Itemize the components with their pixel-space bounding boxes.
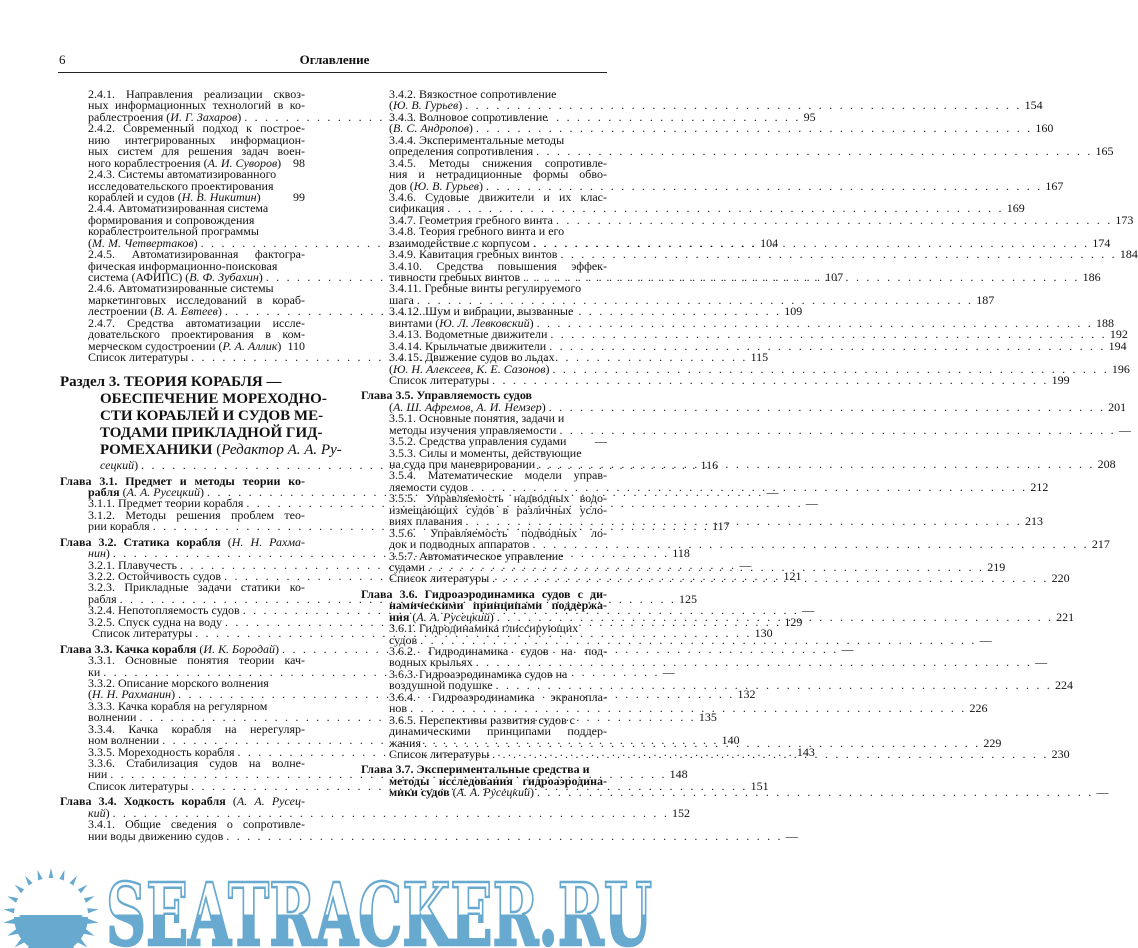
page-ref: 213: [1024, 514, 1043, 529]
entry-text: судов: [389, 632, 418, 647]
dot-leader: [497, 612, 1053, 623]
entry-text: формирования и сопровождения: [88, 212, 255, 227]
section-heading-line: [60, 390, 327, 408]
section-heading-line: [60, 374, 305, 391]
dot-leader: [536, 146, 1092, 157]
page-number: 6: [59, 52, 66, 67]
author-name: Ю. В. Гурьев: [393, 98, 459, 113]
author-name: В. С. Андропов: [393, 121, 469, 136]
entry-text: нов: [389, 701, 408, 716]
author-name: А. Ш. Афремов, А. И. Немзер: [393, 399, 542, 414]
entry-text-segment: ): [200, 484, 205, 499]
page-ref: 148: [669, 767, 688, 782]
entry-text: 3.4.8. Теория гребного винта и его: [389, 224, 565, 239]
page-ref: —: [1035, 655, 1048, 670]
dot-leader: [549, 341, 1105, 352]
page-ref: 230: [1051, 746, 1070, 761]
page-ref: 169: [1006, 201, 1025, 216]
entry-text: 3.4.3. Волновое сопротивление: [389, 109, 548, 124]
entry-text: 3.4.10. Средства повышения эффек-: [389, 258, 607, 273]
entry-text: 2.4.4. Автоматизированная система: [88, 201, 269, 216]
entry-text: динамическими принципами поддер-: [389, 724, 607, 739]
entry-text: 3.4.13. Водометные движители: [389, 327, 548, 342]
entry-text-segment: раблестроения (: [88, 109, 171, 124]
author-name: сецкий: [100, 457, 135, 472]
section-heading-line: [60, 407, 324, 425]
page-ref: 130: [754, 626, 773, 641]
page-ref: 186: [1082, 270, 1101, 284]
entry-text-segment: (: [88, 687, 92, 702]
page-ref: 224: [1054, 678, 1073, 693]
author-name: кий: [88, 805, 106, 820]
entry-text: 3.5.1. Основные понятия, задачи и: [389, 411, 565, 426]
entry-text-segment: ): [105, 805, 110, 820]
author-name: А. А. Русецкий: [416, 609, 490, 624]
page-ref: 98: [293, 155, 305, 170]
entry-text: Список литературы: [88, 778, 189, 793]
entry-text: ном волнении: [88, 733, 160, 748]
running-header-title: Оглавление: [299, 52, 370, 67]
author-name: А. И. Суворов: [207, 155, 278, 170]
entry-text-segment: ТОДАМИ ПРИКЛАДНОЙ ГИД-: [100, 424, 323, 441]
entry-text: Список литературы: [389, 746, 490, 761]
author-name: Р. А. Аллик: [222, 338, 278, 353]
page-ref: 109: [784, 304, 803, 319]
entry-text: 3.3.6. Стабилизация судов на волне-: [88, 756, 305, 770]
entry-text: 3.2.4. Непотопляемость судов: [88, 603, 240, 618]
entry-text: рии корабля: [88, 519, 150, 534]
page-ref: 174: [1092, 235, 1111, 250]
entry-text-segment: Глава 3.2. Статика корабля: [60, 534, 221, 549]
entry-text: воздушной подушке: [389, 678, 493, 693]
dot-leader: [523, 272, 1079, 283]
page-ref: 188: [1095, 315, 1114, 330]
page-ref: —: [785, 828, 798, 843]
entry-text: 3.2.1. Плавучесть: [88, 557, 177, 572]
entry-text: 3.5.3. Силы и моменты, действующие: [389, 445, 582, 460]
entry-text: жания: [389, 735, 421, 750]
entry-text: исследовательского проектирования: [88, 178, 274, 193]
page-ref: 173: [1115, 212, 1134, 227]
entry-text: 3.3.1. Основные понятия теории кач-: [88, 653, 305, 668]
entry-text-segment: Глава 3.6. Гидроаэродинамика судов с ди-: [361, 586, 607, 601]
dot-leader: [556, 215, 1112, 226]
page-ref: —: [739, 557, 752, 572]
entry-text: 3.4.15. Движение судов во льдах: [389, 350, 555, 365]
entry-text: виях плавания: [389, 514, 463, 529]
entry-text: ния и нетрадиционные формы обво-: [389, 167, 607, 182]
entry-text: водных крыльях: [389, 655, 473, 670]
entry-text: 3.4.2. Вязкостное сопротивление: [389, 87, 557, 101]
page-ref: 167: [1045, 178, 1064, 193]
section-heading-line: [60, 424, 323, 442]
dot-leader: [492, 569, 1048, 584]
entry-text: ляемости судов: [389, 479, 468, 494]
page-ref: 220: [1051, 571, 1070, 586]
entry-text: волнении: [88, 710, 137, 725]
entry-text-segment: (: [88, 235, 92, 250]
page-ref: —: [595, 434, 607, 449]
entry-text-segment: ): [541, 399, 546, 414]
entry-text: Список литературы: [92, 626, 193, 641]
entry-text: 3.5.6. Управляемость подводных ло-: [389, 525, 607, 540]
entry-text-segment: (: [389, 121, 393, 136]
entry-text-segment: ного кораблестроения (: [88, 155, 208, 170]
entry-text: [100, 408, 323, 425]
page-ref: 104: [760, 235, 779, 250]
entry-text-segment: Раздел 3. ТЕОРИЯ КОРАБЛЯ —: [60, 373, 282, 390]
entry-text-segment: (: [225, 794, 237, 809]
entry-text: 3.6.5. Перспективы развития судов с: [389, 712, 575, 727]
entry-text-segment: ): [237, 109, 242, 124]
entry-text: кораблестроительной программы: [88, 224, 259, 239]
entry-text-segment: Глава 3.3. Качка корабля: [60, 641, 197, 656]
entry-text: сификация: [389, 201, 445, 216]
entry-text: 3.4.11. Гребные винты регулируемого: [389, 281, 582, 296]
entry-text: фическая информационно-поисковая: [88, 258, 278, 273]
page-ref: 196: [1111, 361, 1130, 376]
page-ref: 143: [796, 744, 815, 759]
page-ref: —: [979, 632, 992, 647]
author-name: В. Ф. Зубахин: [189, 270, 259, 284]
author-name: Н. Н. Рахманин: [92, 687, 172, 702]
author-name: Н. В. Никитин: [181, 189, 257, 204]
page-ref: 208: [1097, 457, 1116, 471]
entry-text: [100, 442, 342, 459]
entry-text-segment: (: [196, 641, 204, 656]
entry-text: 3.1.1. Предмет теории корабля: [88, 496, 244, 511]
page-ref: 118: [672, 546, 690, 561]
page-ref: 129: [784, 614, 803, 629]
entry-text: 2.4.5. Автоматизированная фактогра-: [88, 247, 305, 262]
entry-text: 3.3.5. Мореходность корабля: [88, 744, 235, 759]
entry-text-segment: рабля: [88, 484, 120, 499]
entry-text-segment: ния: [389, 609, 410, 624]
entry-text: 3.2.2. Остойчивость судов: [88, 569, 222, 583]
page-ref: 135: [698, 710, 717, 725]
entry-text: 3.5.4. Математические модели управ-: [389, 468, 607, 483]
entry-text: маркетинговых исследований в кораб-: [88, 292, 305, 307]
entry-text-segment: методы исследования гидроаэродина-: [389, 773, 607, 788]
page-ref: 201: [1108, 399, 1127, 414]
entry-text: 3.5.7. Автоматическое управление: [389, 548, 564, 563]
page-ref: 140: [721, 733, 740, 748]
entry-text: Список литературы: [88, 350, 189, 365]
entry-text: измещающих судов в различных усло-: [389, 502, 607, 517]
page-ref: 125: [679, 591, 698, 606]
entry-text-segment: ): [275, 641, 280, 656]
entry-text: [100, 391, 327, 408]
entry-text-segment: кораблей и судов (: [88, 189, 182, 204]
entry-text: [100, 425, 322, 442]
entry-text: 3.5.2. Средства управления судами: [389, 434, 567, 449]
entry-text: [389, 787, 534, 798]
page-ref: 132: [737, 687, 756, 702]
entry-text: ных информационных технологий в ко-: [88, 98, 305, 113]
entry-text-segment: СТИ КОРАБЛЕЙ И СУДОВ МЕ-: [100, 407, 324, 424]
dot-leader: [537, 787, 1093, 798]
entry-text-segment: мики судов: [389, 785, 450, 800]
page-ref: 160: [1035, 121, 1054, 136]
dot-leader: [560, 249, 1116, 260]
entry-text: 3.4.12. Шум и вибрации, вызванные: [389, 304, 574, 319]
entry-text: методы изучения управляемости: [389, 422, 557, 437]
entry-text: 3.3.4. Качка корабля на нерегуляр-: [88, 721, 305, 736]
author-name: А. А. Русецкий: [456, 785, 531, 800]
author-name: В. А. Евтеев: [154, 304, 218, 319]
entry-text-segment: Глава 3.4. Ходкость корабля: [60, 794, 226, 809]
entry-text: 3.4.4. Экспериментальные методы: [389, 132, 565, 147]
entry-text: 3.4.14. Крыльчатые движители: [389, 338, 547, 353]
entry-text-segment: ): [545, 361, 550, 376]
page-ref: 107: [825, 270, 844, 284]
entry-text-segment: ): [256, 189, 261, 204]
page-ref: 192: [1109, 327, 1128, 342]
dot-leader: [492, 375, 1048, 386]
entry-text: тивности гребных винтов: [389, 270, 521, 284]
entry-text-segment: ): [217, 304, 222, 319]
page-ref: 121: [783, 569, 802, 583]
entry-text: 2.4.1. Направления реализации сквоз-: [88, 87, 305, 101]
author-name: Редактор А. А. Ру-: [221, 441, 342, 458]
sun-icon: [4, 868, 99, 948]
entry-text-segment: Глава 3.7. Экспериментальные средства и: [361, 762, 590, 777]
dot-leader: [538, 459, 1094, 470]
entry-text: Список литературы: [389, 571, 490, 586]
dot-leader: [549, 402, 1105, 413]
page-ref: 199: [1051, 372, 1070, 387]
dot-leader: [559, 425, 1115, 436]
entry-text: взаимодействие с корпусом: [389, 235, 530, 250]
entry-text: нии: [88, 767, 108, 782]
entry-text-segment: ): [529, 315, 534, 330]
author-name: А. А. Русецкий: [126, 484, 201, 499]
entry-text: 3.6.1. Гидродинамика глиссирующих: [389, 621, 579, 636]
entry-text-segment: (: [212, 441, 222, 458]
page-ref: 115: [750, 350, 769, 365]
entry-text-segment: (: [220, 534, 232, 549]
entry-text: 2.4.2. Современный подход к построе-: [88, 121, 305, 136]
author-name: М. М. Четвертаков: [92, 235, 194, 250]
entry-text-segment: ОБЕСПЕЧЕНИЕ МОРЕХОДНО-: [100, 390, 327, 407]
author-name: И. К. Бородай: [203, 641, 276, 656]
entry-text: 3.4.6. Судовые движители и их клас-: [389, 189, 607, 204]
entry-text-segment: РОМЕХАНИКИ: [100, 441, 213, 458]
entry-text: 3.5.5. Управляемость надводных водо-: [389, 491, 607, 506]
page-ref: 154: [1024, 98, 1043, 113]
entry-text-segment: ): [478, 178, 483, 193]
page-ref: 152: [672, 805, 691, 820]
page-ref: 151: [750, 778, 769, 793]
author-name: И. Г. Захаров: [170, 109, 238, 124]
page-ref: —: [662, 664, 675, 679]
entry-text: 3.1.2. Методы решения проблем тео-: [88, 507, 305, 522]
entry-text-segment: ): [468, 121, 473, 136]
entry-text-segment: ): [489, 609, 494, 624]
entry-text-segment: ): [105, 546, 110, 561]
page-ref: 212: [1030, 479, 1049, 494]
entry-text: Список литературы: [389, 372, 490, 387]
entry-text-segment: (: [389, 399, 393, 414]
entry-text-segment: ): [458, 98, 463, 113]
entry-text: [60, 374, 281, 391]
page-ref: —: [841, 641, 854, 656]
author-name: нин: [88, 546, 106, 561]
toc-entry-line: [60, 828, 798, 843]
toc-entry-line: [361, 372, 1070, 387]
page-ref: 187: [976, 292, 995, 307]
entry-text: судами: [389, 559, 425, 574]
entry-text: шага: [389, 292, 414, 307]
dot-leader: [492, 744, 1048, 760]
entry-text: ки: [88, 664, 101, 679]
page-ref: 165: [1095, 144, 1114, 159]
author-name: Н. Н. Рахма-: [231, 534, 305, 549]
entry-text: определения сопротивления: [389, 144, 534, 159]
entry-text: нии воды движению судов: [88, 828, 224, 843]
page-ref: 219: [987, 559, 1006, 574]
entry-text-segment: (: [409, 609, 417, 624]
entry-text: 3.2.5. Спуск судна на воду: [88, 614, 222, 629]
entry-text: 3.6.3. Гидроаэродинамика судов на: [389, 666, 568, 681]
section-heading-line: [60, 441, 342, 459]
author-name: А. А. Русец-: [236, 794, 305, 809]
entry-text-segment: ): [258, 270, 263, 284]
entry-text-segment: лестроении (: [88, 304, 155, 319]
dot-leader: [226, 831, 782, 842]
page-ref: 217: [1091, 537, 1110, 552]
entry-text: док и подводных аппаратов: [389, 537, 530, 552]
entry-text-segment: ): [193, 235, 198, 250]
author-name: Ю. Н. Алексеев, К. Е. Сазонов: [393, 361, 546, 376]
entry-text-segment: Глава 3.5. Управляемость судов: [361, 388, 533, 403]
entry-text: на суда при маневрировании: [389, 457, 536, 471]
entry-text-segment: ): [530, 785, 535, 800]
page-ref: 110: [287, 338, 305, 353]
entry-text-segment: дов (: [389, 178, 414, 193]
author-name: Ю. В. Гурьев: [413, 178, 479, 193]
entry-text-segment: ): [277, 338, 282, 353]
page-ref: —: [1118, 422, 1131, 437]
page-ref: 221: [1056, 609, 1075, 624]
entry-text-segment: (: [389, 361, 393, 376]
page-ref: —: [1096, 785, 1109, 800]
page-ref: 184: [1119, 247, 1138, 262]
entry-text-segment: ): [171, 687, 176, 702]
entry-text: 3.6.4. Гидроаэродинамика экранопла-: [389, 689, 607, 704]
entry-text: 3.4.9. Кавитация гребных винтов: [389, 247, 558, 262]
watermark-text: SEATRACKER.RU: [106, 865, 652, 948]
entry-text: 2.4.7. Средства автоматизации иссле-: [88, 315, 305, 330]
entry-text-segment: ): [277, 155, 282, 170]
entry-text: довательского проектирования в ком-: [88, 327, 305, 342]
page-ref: 99: [293, 189, 305, 204]
page-ref: 226: [969, 701, 988, 716]
dot-leader: [465, 100, 1021, 111]
entry-text: 3.4.7. Геометрия гребного винта: [389, 212, 553, 227]
entry-text: 2.4.3. Системы автоматизированного: [88, 167, 277, 182]
entry-text-segment: мерческом судостроении (: [88, 338, 223, 353]
page-ref: —: [805, 496, 818, 511]
entry-text: нию интегрированных информацион-: [88, 132, 305, 147]
page-ref: 116: [700, 457, 719, 472]
entry-text-segment: намическими принципами поддержа-: [389, 598, 607, 613]
entry-text: рабля: [88, 591, 117, 606]
page-ref: 95: [803, 109, 816, 124]
entry-text-segment: (: [449, 785, 457, 800]
seatracker-watermark-logo: [0, 850, 661, 948]
entry-text: 3.3.2. Описание морского волнения: [88, 675, 269, 690]
entry-text-segment: (: [119, 484, 127, 499]
entry-text: 3.3.3. Качка корабля на регулярном: [88, 698, 268, 713]
page-ref: —: [802, 603, 815, 618]
entry-text: 3.4.5. Методы снижения сопротивле-: [389, 155, 607, 170]
page-ref: —: [766, 484, 779, 499]
entry-text-segment: система (АФИПС) (: [88, 270, 190, 284]
entry-text-segment: ): [134, 457, 139, 472]
entry-text: ных систем для решения задач воен-: [88, 144, 305, 159]
entry-text: 2.4.6. Автоматизированные системы: [88, 281, 274, 296]
page-ref: 117: [712, 519, 730, 534]
entry-text: 3.4.1. Общие сведения о сопротивле-: [88, 817, 305, 832]
page-ref: 229: [983, 735, 1002, 750]
entry-text-segment: винтами (: [389, 315, 440, 330]
dot-leader: [532, 539, 1088, 550]
author-name: Ю. Л. Левковский: [439, 315, 530, 330]
page-ref: 194: [1108, 338, 1127, 353]
entry-text: 3.6.2. Гидродинамика судов на под-: [389, 644, 607, 658]
entry-text-segment: (: [389, 98, 393, 113]
entry-text-segment: Глава 3.1. Предмет и методы теории ко-: [60, 473, 305, 488]
header-rule: [58, 72, 607, 73]
entry-text: [100, 459, 138, 472]
entry-text: 3.2.3. Прикладные задачи статики ко-: [88, 580, 305, 595]
